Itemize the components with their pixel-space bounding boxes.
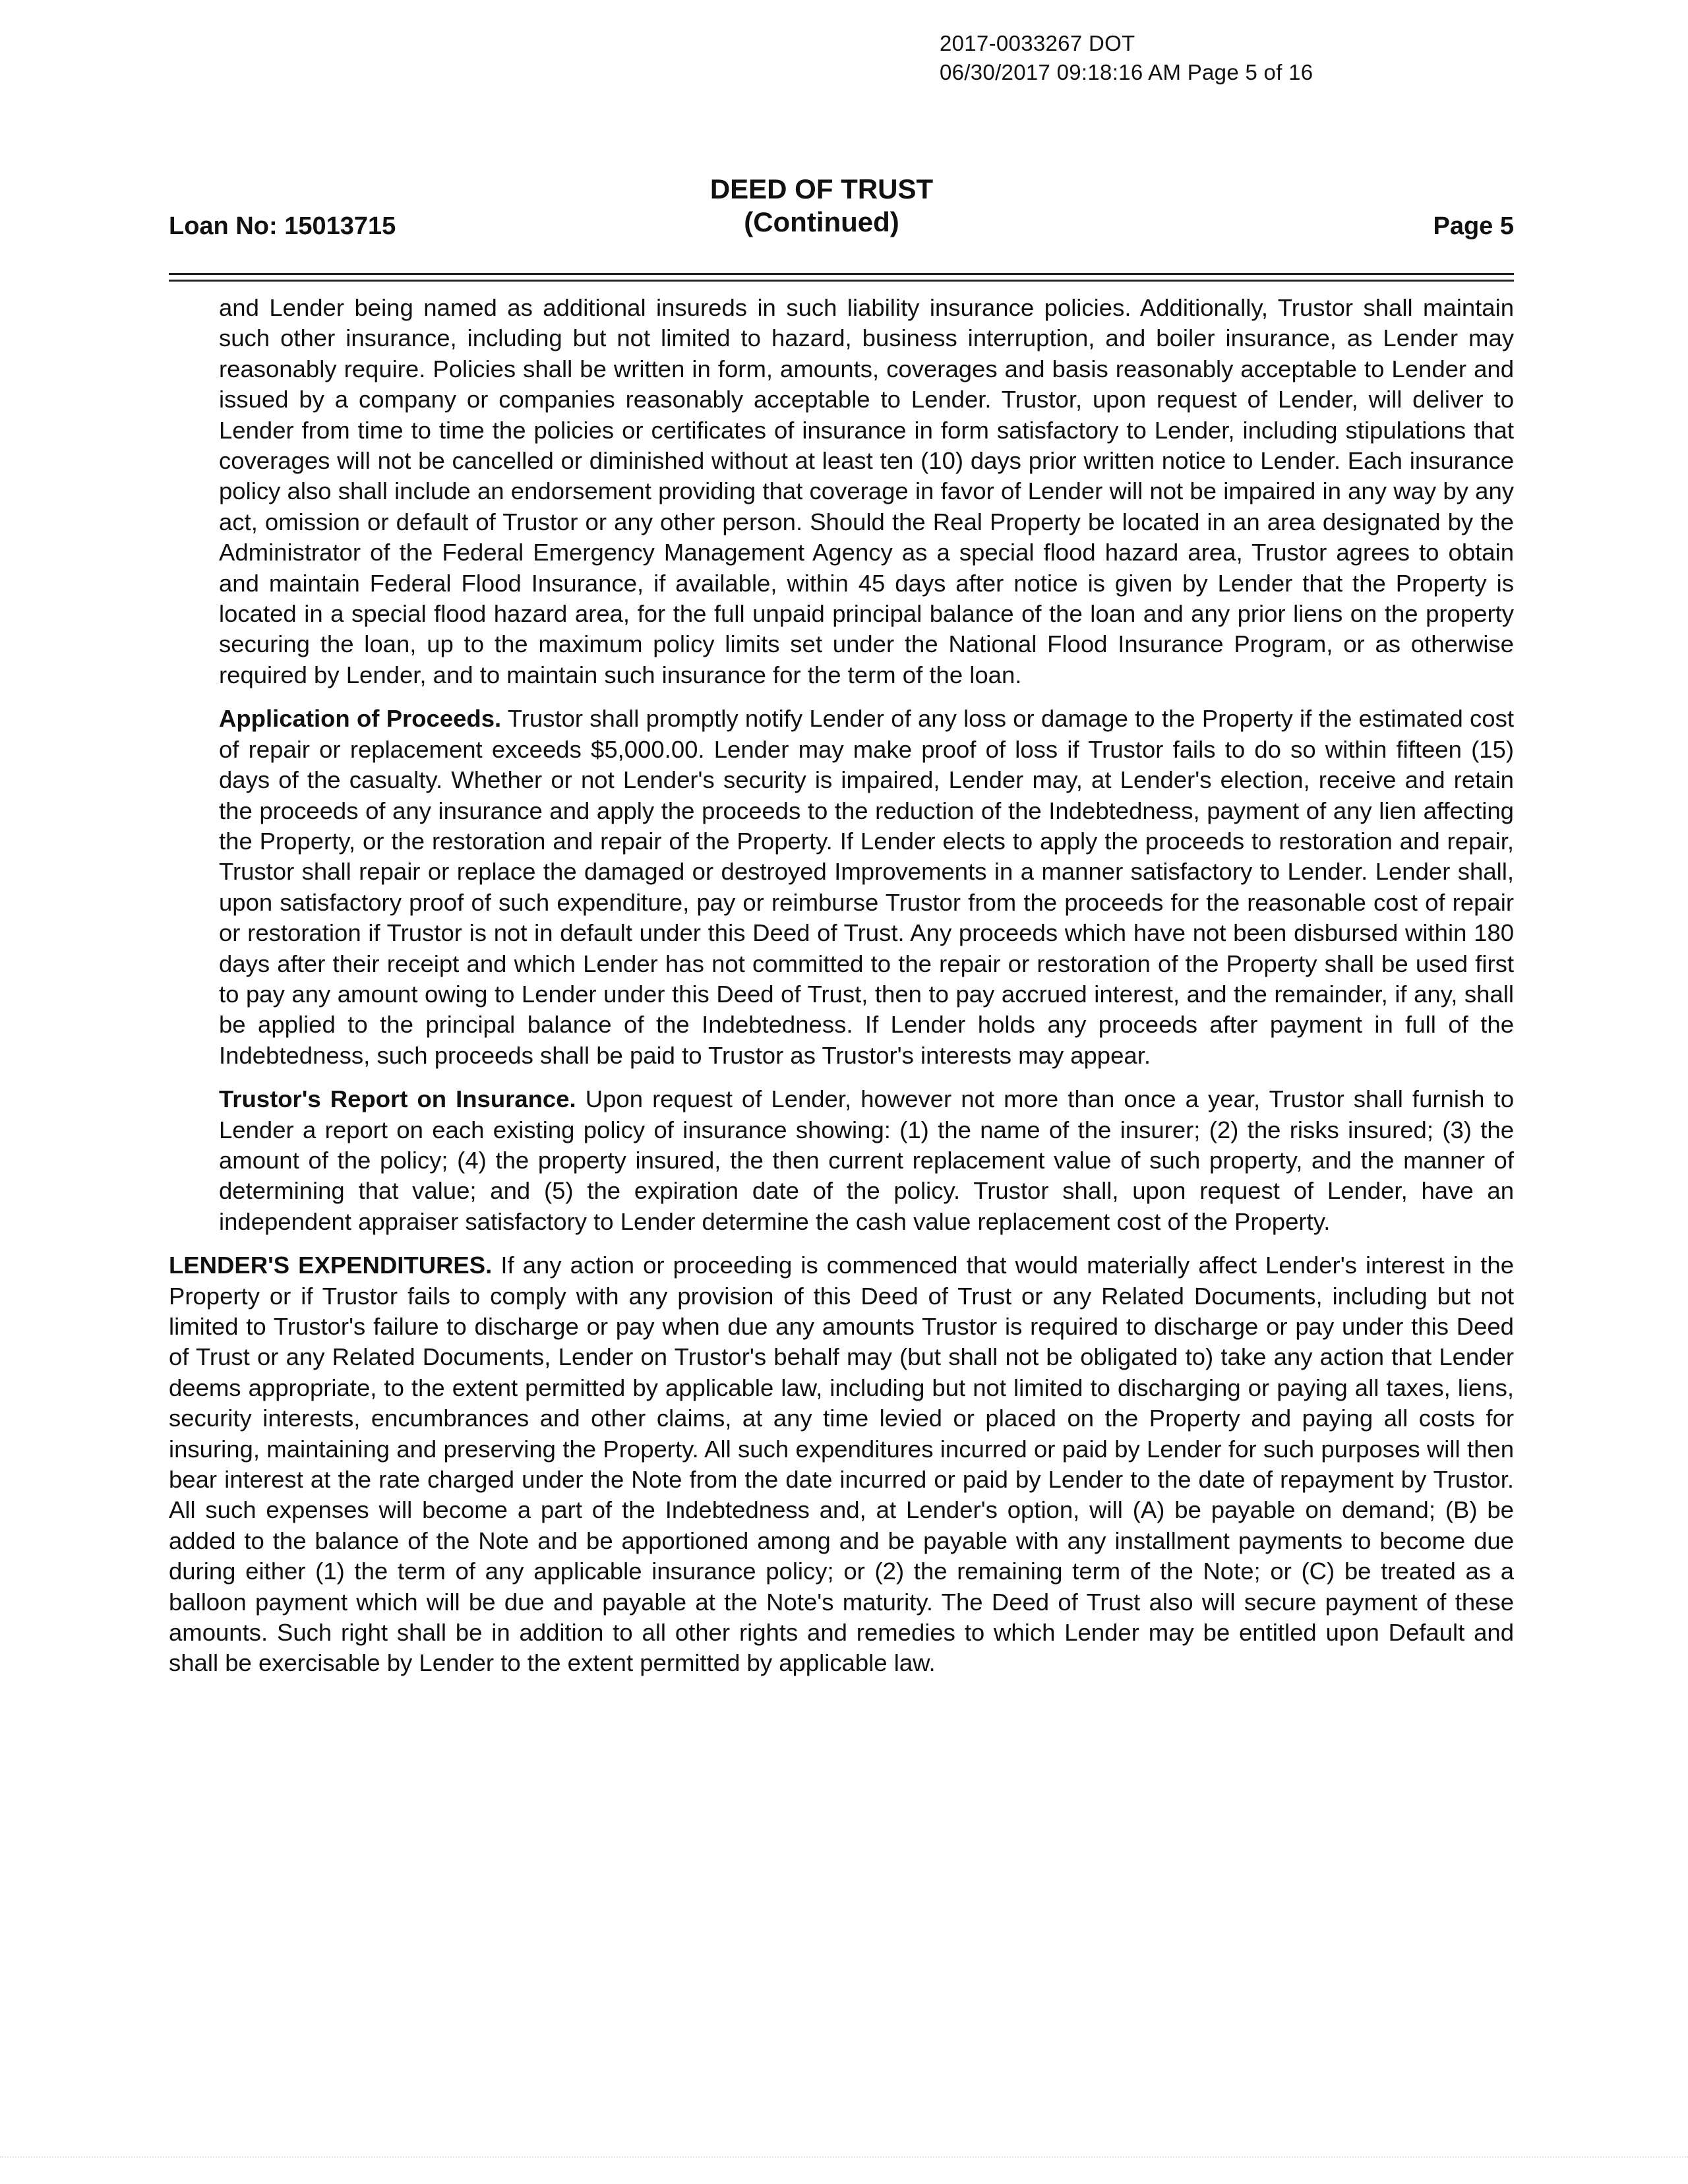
paragraph-insurance-continued xyxy=(219,293,1514,690)
page-number: Page 5 xyxy=(1433,212,1514,240)
document-body xyxy=(169,293,1514,1692)
paragraph-heading: Trustor's Report on Insurance. xyxy=(219,1085,576,1113)
title-line-1: DEED OF TRUST xyxy=(709,173,934,204)
document-title xyxy=(630,173,1013,239)
recording-datetime-page: 06/30/2017 09:18:16 AM Page 5 of 16 xyxy=(940,60,1313,84)
header-divider-top xyxy=(169,273,1514,275)
paragraph-text: Trustor shall promptly notify Lender of any loss or damage to the Property if the estimated cost of repair or replacement exceeds $5,000.00. Lender may make proof of loss if Trustor fails to do so within fifteen (15) days of the casualty. Whether or not Lender's security is impaired, Lender may, at Lender's election, receive and retain the proceeds of any insurance and apply the proceeds to the reduction of the Indebtedness, payment of any lien affecting the Property, or the restoration and repair of the Property. If Lender elects to apply the proceeds to restoration and repair, Trustor shall repair or replace the damaged or destroyed Improvements in a manner satisfactory to Lender. Lender shall, upon satisfactory proof of such expenditure, pay or reimburse Trustor from the proceeds for the reasonable cost of repair or restoration if Trustor is not in default under this Deed of Trust. Any proceeds which have not been disbursed within 180 days after their receipt and which Lender has not committed to the repair or restoration of the Property shall be used first to pay any amount owing to Lender under this Deed of Trust, then to pay accrued interest, and the remainder, if any, shall be applied to the principal balance of the Indebtedness. If Lender holds any proceeds after payment in full of the Indebtedness, such proceeds shall be paid to Trustor as Trustor's interests may appear. xyxy=(219,705,1514,1069)
recording-stamp xyxy=(940,29,1313,87)
loan-number: Loan No: 15013715 xyxy=(169,212,396,240)
paragraph-application-of-proceeds xyxy=(219,704,1514,1071)
paragraph-lenders-expenditures xyxy=(169,1250,1514,1679)
document-header xyxy=(169,173,1514,245)
paragraph-trustors-report-on-insurance xyxy=(219,1084,1514,1237)
scan-edge-artifacts xyxy=(0,2156,1688,2171)
paragraph-heading: Application of Proceeds. xyxy=(219,705,502,733)
paragraph-heading: LENDER'S EXPENDITURES. xyxy=(169,1252,493,1279)
title-line-2: (Continued) xyxy=(744,206,899,237)
paragraph-text: If any action or proceeding is commenced that would materially affect Lender's interest in the Property or if Trustor fails to comply with any provision of this Deed of Trust or any Related Documents, including but not limited to Trustor's failure to discharge or pay when due any amounts Trustor is required to discharge or pay under this Deed of Trust or any Related Documents, Lender on Trustor's behalf may (but shall not be obligated to) take any action that Lender deems appropriate, to the extent permitted by applicable law, including but not limited to discharging or paying all taxes, liens, security interests, encumbrances and other claims, at any time levied or placed on the Property and paying all costs for insuring, maintaining and preserving the Property. All such expenditures incurred or paid by Lender for such purposes will then bear interest at the rate charged under the Note from the date incurred or paid by Lender to the date of repayment by Trustor. All such expenses will become a part of the Indebtedness and, at Lender's option, will (A) be payable on demand; (B) be added to the balance of the Note and be apportioned among and be payable with any installment payments to become due during either (1) the term of any applicable insurance policy; or (2) the remaining term of the Note; or (C) be treated as a balloon payment which will be due and payable at the Note's maturity. The Deed of Trust also will secure payment of these amounts. Such right shall be in addition to all other rights and remedies to which Lender may be entitled upon Default and shall be exercisable by Lender to the extent permitted by applicable law. xyxy=(169,1252,1514,1677)
recording-doc-number: 2017-0033267 DOT xyxy=(940,31,1135,55)
paragraph-text: Upon request of Lender, however not more than once a year, Trustor shall furnish to Lender a report on each existing policy of insurance showing: (1) the name of the insurer; (2) the risks insured; (3) the amount of the policy; (4) the property insured, the then current replacement value of such property, and the manner of determining that value; and (5) the expiration date of the policy. Trustor shall, upon request of Lender, have an independent appraiser satisfactory to Lender determine the cash value replacement cost of the Property. xyxy=(219,1085,1514,1235)
paragraph-text: and Lender being named as additional insureds in such liability insurance policies. Additionally, Trustor shall maintain such other insurance, including but not limited to hazard, business interruption, and boiler insurance, as Lender may reasonably require. Policies shall be written in form, amounts, coverages and basis reasonably acceptable to Lender and issued by a company or companies reasonably acceptable to Lender. Trustor, upon request of Lender, will deliver to Lender from time to time the policies or certificates of insurance in form satisfactory to Lender, including stipulations that coverages will not be cancelled or diminished without at least ten (10) days prior written notice to Lender. Each insurance policy also shall include an endorsement providing that coverage in favor of Lender will not be impaired in any way by any act, omission or default of Trustor or any other person. Should the Real Property be located in an area designated by the Administrator of the Federal Emergency Management Agency as a special flood hazard area, Trustor agrees to obtain and maintain Federal Flood Insurance, if available, within 45 days after notice is given by Lender that the Property is located in a special flood hazard area, for the full unpaid principal balance of the loan and any prior liens on the property securing the loan, up to the maximum policy limits set under the National Flood Insurance Program, or as otherwise required by Lender, and to maintain such insurance for the term of the loan. xyxy=(219,294,1514,688)
header-divider-bottom xyxy=(169,280,1514,282)
